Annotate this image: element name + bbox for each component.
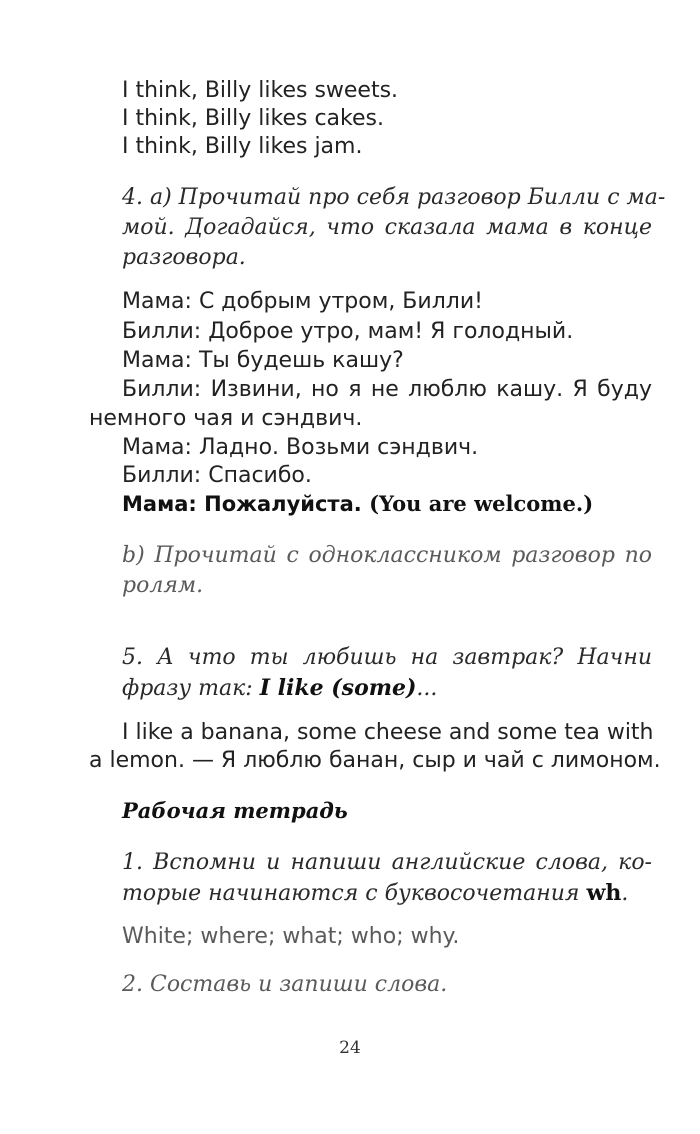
exercise-5-line-1: 5. А что ты любишь на завтрак? Начни — [122, 645, 652, 670]
page-number: 24 — [339, 1038, 361, 1058]
workbook-task-1-letters: wh — [586, 880, 622, 906]
exercise-4b-line-1: b) Прочитай с одноклассником разговор по — [122, 543, 652, 568]
answer-line-cakes: I think, Billy likes cakes. — [122, 106, 384, 131]
dialogue-line-4: Билли: Извини, но я не люблю кашу. Я буду — [122, 377, 652, 402]
dialogue-line-8 — [122, 493, 593, 515]
workbook-answer-1: White; where; what; who; why. — [122, 924, 460, 949]
dialogue-line-5: немного чая и сэндвич. — [89, 406, 363, 431]
dialogue-english-reply: (You are welcome.) — [369, 491, 594, 516]
dialogue-line-1: Мама: С добрым утром, Билли! — [122, 289, 483, 314]
dialogue-mom-reply: Мама: Пожалуйста. — [122, 492, 370, 516]
workbook-heading: Рабочая тетрадь — [122, 798, 348, 823]
workbook-task-1-prefix: торые начинаются с буквосочетания — [122, 881, 587, 906]
exercise-5-phrase: I like (some) — [259, 675, 417, 701]
answer-5-line-2: a lemon. — Я люблю банан, сыр и чай с лимоном. — [89, 748, 661, 773]
exercise-4b-line-2: ролям. — [122, 573, 204, 598]
workbook-task-1-line-1: 1. Вспомни и напиши английские слова, ко- — [122, 850, 652, 875]
dialogue-line-6: Мама: Ладно. Возьми сэндвич. — [122, 435, 479, 460]
answer-line-sweets: I think, Billy likes sweets. — [122, 78, 399, 103]
answer-line-jam: I think, Billy likes jam. — [122, 134, 363, 159]
dialogue-line-7: Билли: Спасибо. — [122, 463, 312, 488]
exercise-5-line-2 — [122, 677, 437, 700]
exercise-4a-line-1: 4. а) Прочитай про себя разговор Билли с ма- — [122, 185, 666, 210]
workbook-task-1-line-2 — [122, 882, 628, 905]
exercise-5-suffix: ... — [416, 676, 438, 701]
exercise-5-prefix: фразу так: — [122, 676, 260, 701]
exercise-4a-line-3: разговора. — [122, 245, 246, 270]
answer-5-line-1: I like a banana, some cheese and some tea with — [122, 720, 654, 745]
dialogue-line-3: Мама: Ты будешь кашу? — [122, 348, 404, 373]
exercise-4a-line-2: мой. Догадайся, что сказала мама в конце — [122, 215, 652, 240]
workbook-task-1-suffix: . — [621, 881, 629, 906]
dialogue-line-2: Билли: Доброе утро, мам! Я голодный. — [122, 319, 574, 344]
workbook-task-2: 2. Составь и запиши слова. — [122, 972, 448, 997]
